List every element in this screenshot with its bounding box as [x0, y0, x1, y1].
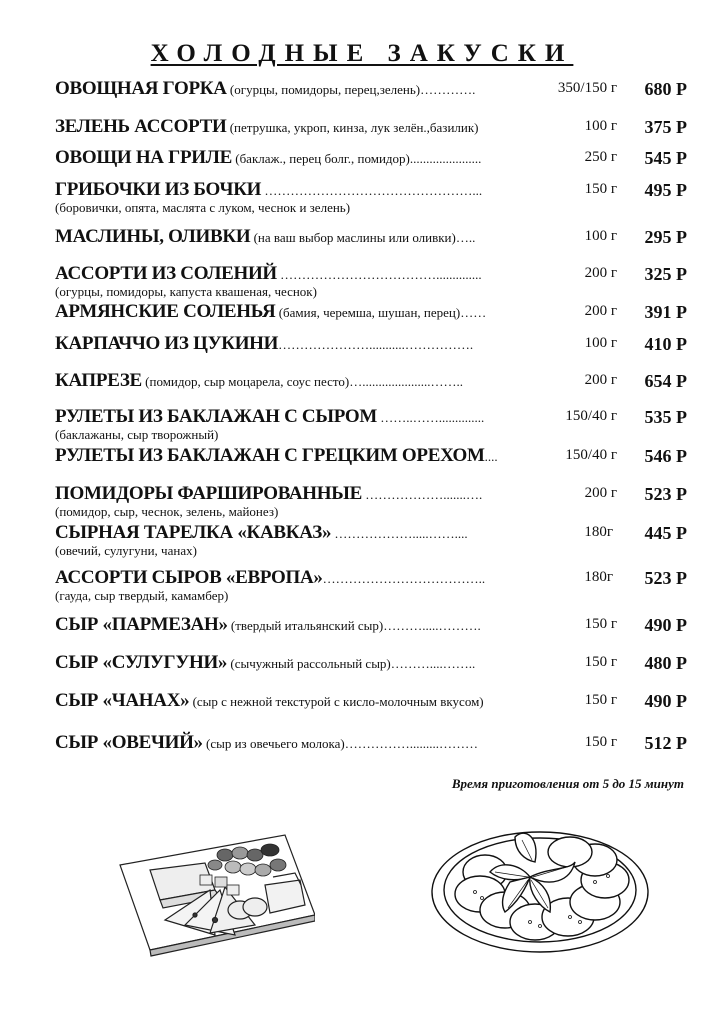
page-title: ХОЛОДНЫЕ ЗАКУСКИ — [150, 40, 574, 67]
menu-item — [55, 300, 695, 324]
menu-item — [55, 444, 695, 468]
item-weight: 180г — [584, 569, 613, 585]
item-name: ГРИБОЧКИ ИЗ БОЧКИ — [55, 179, 262, 200]
leader-dots: …………. — [420, 82, 476, 97]
item-name: СЫР «ПАРМЕЗАН» — [55, 614, 228, 635]
menu-item — [55, 146, 695, 170]
leader-dots: .... — [484, 449, 498, 464]
menu-item — [55, 369, 695, 393]
leader-dots: …………………………………………... — [261, 183, 483, 198]
leader-dots: …………….........……… — [344, 736, 478, 751]
item-description: (помидор, сыр, чеснок, зелень, майонез) — [55, 504, 279, 519]
item-name: РУЛЕТЫ ИЗ БАКЛАЖАН С СЫРОМ — [55, 406, 378, 427]
leader-dots: ……..…….............. — [377, 410, 485, 425]
leader-dots: ……………….....…….... — [331, 526, 468, 541]
item-price: 490 Р — [644, 615, 687, 635]
item-name: КАРПАЧЧО ИЗ ЦУКИНИ — [55, 333, 279, 354]
item-description: (боровички, опята, маслята с луком, чеснок и зелень) — [55, 200, 351, 215]
item-price: 523 Р — [644, 484, 687, 504]
item-price: 295 Р — [644, 227, 687, 247]
item-price: 523 Р — [644, 568, 687, 588]
item-weight: 100 г — [584, 118, 617, 134]
item-description: (помидор, сыр моцарела, соус песто) — [141, 374, 350, 389]
caprese-plate-illustration — [430, 822, 650, 957]
item-price: 546 Р — [644, 446, 687, 466]
item-description: (сыр из овечьего молока) — [202, 736, 345, 751]
leader-dots: ………....…….. — [390, 656, 476, 671]
item-weight: 100 г — [584, 228, 617, 244]
item-weight: 150 г — [584, 654, 617, 670]
leader-dots: ……………….......…. — [361, 487, 483, 502]
menu-item — [55, 566, 695, 603]
item-description: (гауда, сыр твердый, камамбер) — [55, 588, 229, 603]
leader-dots: ...................... — [409, 151, 482, 166]
menu-item — [55, 521, 695, 558]
menu-item — [55, 178, 695, 215]
item-price: 445 Р — [644, 523, 687, 543]
item-description: (баклажаны, сыр творожный) — [55, 427, 219, 442]
item-price: 391 Р — [644, 302, 687, 322]
menu-item — [55, 77, 695, 101]
menu-item — [55, 651, 695, 675]
item-description: (бамия, черемша, шушан, перец) — [275, 305, 461, 320]
item-name: ПОМИДОРЫ ФАРШИРОВАННЫЕ — [55, 483, 362, 504]
item-weight: 150/40 г — [565, 408, 617, 424]
item-name: СЫРНАЯ ТАРЕЛКА «КАВКАЗ» — [55, 522, 332, 543]
item-price: 512 Р — [644, 733, 687, 753]
item-price: 375 Р — [644, 117, 687, 137]
item-name: КАПРЕЗЕ — [55, 370, 142, 391]
menu-item — [55, 613, 695, 637]
item-description: (на ваш выбор маслины или оливки) — [250, 230, 456, 245]
item-name: СЫР «ОВЕЧИЙ» — [55, 732, 203, 753]
item-name: ЗЕЛЕНЬ АССОРТИ — [55, 116, 227, 137]
item-weight: 200 г — [584, 265, 617, 281]
leader-dots: ….....................…….. — [349, 374, 463, 389]
item-weight: 350/150 г — [557, 80, 617, 96]
item-description: (сычужный рассольный сыр) — [227, 656, 391, 671]
item-name: СЫР «СУЛУГУНИ» — [55, 652, 228, 673]
menu-item — [55, 731, 695, 755]
item-weight: 180г — [584, 524, 613, 540]
leader-dots: …………………...........……………. — [278, 337, 474, 352]
item-weight: 150/40 г — [565, 447, 617, 463]
item-description: (петрушка, укроп, кинза, лук зелён.,базилик) — [226, 120, 479, 135]
menu-item — [55, 405, 695, 442]
item-weight: 200 г — [584, 303, 617, 319]
item-weight: 150 г — [584, 616, 617, 632]
preparation-time-note: Время приготовления от 5 до 15 минут — [451, 776, 684, 791]
item-name: ОВОЩНАЯ ГОРКА — [55, 78, 227, 99]
item-name: АССОРТИ СЫРОВ «ЕВРОПА» — [55, 567, 323, 588]
item-description: (сыр с нежной текстурой с кисло-молочным вкусом) — [189, 694, 484, 709]
menu-item — [55, 332, 695, 356]
item-price: 535 Р — [644, 407, 687, 427]
item-description: (твердый итальянский сыр) — [227, 618, 384, 633]
cheese-board-illustration — [115, 825, 315, 965]
item-price: 680 Р — [644, 79, 687, 99]
item-name: МАСЛИНЫ, ОЛИВКИ — [55, 226, 251, 247]
item-name: АССОРТИ ИЗ СОЛЕНИЙ — [55, 263, 277, 284]
item-price: 325 Р — [644, 264, 687, 284]
leader-dots: …… — [460, 305, 487, 320]
item-weight: 200 г — [584, 485, 617, 501]
item-name: СЫР «ЧАНАХ» — [55, 690, 190, 711]
item-weight: 100 г — [584, 335, 617, 351]
menu-item — [55, 225, 695, 249]
item-weight: 150 г — [584, 734, 617, 750]
item-description: (баклаж., перец болг., помидор) — [231, 151, 410, 166]
item-description: (овечий, сулугуни, чанах) — [55, 543, 197, 558]
item-weight: 250 г — [584, 149, 617, 165]
leader-dots: ……….....………. — [383, 618, 481, 633]
item-name: ОВОЩИ НА ГРИЛЕ — [55, 147, 232, 168]
menu-item — [55, 115, 695, 139]
item-weight: 200 г — [584, 372, 617, 388]
leader-dots: ……………………………….. — [322, 571, 486, 586]
menu-item — [55, 482, 695, 519]
menu-item — [55, 689, 695, 713]
item-price: 545 Р — [644, 148, 687, 168]
item-weight: 150 г — [584, 692, 617, 708]
item-name: АРМЯНСКИЕ СОЛЕНЬЯ — [55, 301, 276, 322]
leader-dots: ….. — [455, 230, 476, 245]
item-price: 490 Р — [644, 691, 687, 711]
item-name: РУЛЕТЫ ИЗ БАКЛАЖАН С ГРЕЦКИМ ОРЕХОМ — [55, 445, 485, 466]
item-weight: 150 г — [584, 181, 617, 197]
item-description: (огурцы, помидоры, перец,зелень) — [226, 82, 421, 97]
leader-dots: ……………………………….............. — [276, 267, 482, 282]
item-description: (огурцы, помидоры, капуста квашеная, чеснок) — [55, 284, 317, 299]
item-price: 480 Р — [644, 653, 687, 673]
menu-item — [55, 262, 695, 299]
item-price: 495 Р — [644, 180, 687, 200]
item-price: 654 Р — [644, 371, 687, 391]
item-price: 410 Р — [644, 334, 687, 354]
